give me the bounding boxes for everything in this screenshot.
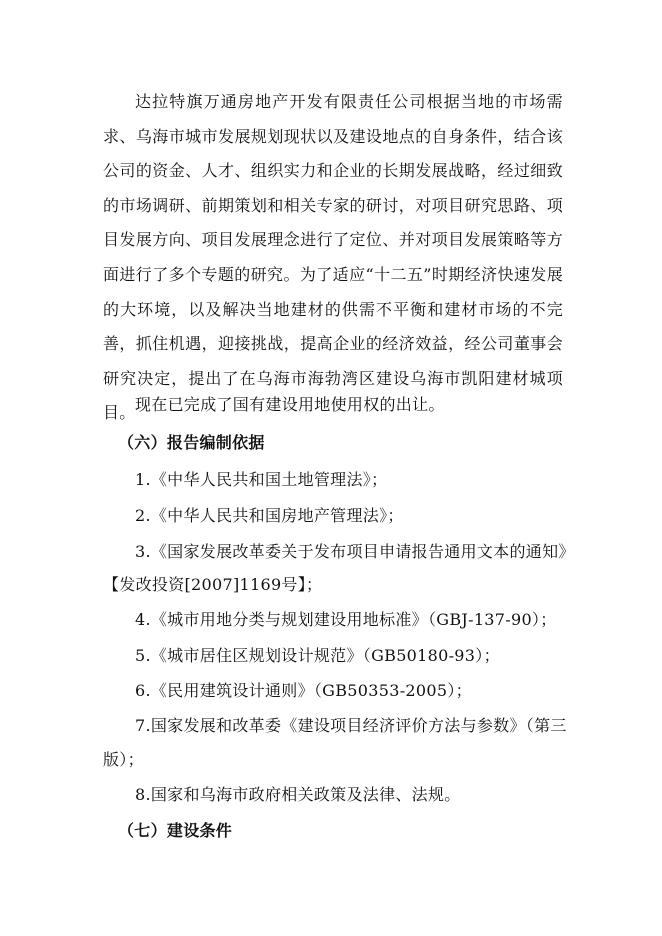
basis-item-7-continued: 版）； <box>103 750 144 769</box>
basis-item-3: 3.《国家发展改革委关于发布项目申请报告通用文本的通知》 <box>135 542 575 561</box>
basis-item-1: 1.《中华人民共和国土地管理法》； <box>135 470 388 489</box>
basis-item-7: 7.国家发展和改革委《建设项目经济评价方法与参数》（第三 <box>135 716 567 735</box>
basis-item-2: 2.《中华人民共和国房地产管理法》； <box>135 506 404 525</box>
land-paragraph: 现在已完成了国有建设用地使用权的出让。 <box>135 395 445 414</box>
basis-item-3-continued: 【发改投资[2007]1169号】； <box>103 575 323 594</box>
basis-item-5: 5.《城市居住区规划设计规范》（GB50180-93）； <box>135 646 500 665</box>
section-7-heading: （七）建设条件 <box>118 821 233 840</box>
basis-item-6: 6.《民用建筑设计通则》（GB50353-2005）； <box>135 681 472 700</box>
basis-item-4: 4.《城市用地分类与规划建设用地标准》（GBJ-137-90）； <box>135 610 557 629</box>
section-6-heading: （六）报告编制依据 <box>118 433 265 452</box>
intro-paragraph: 达拉特旗万通房地产开发有限责任公司根据当地的市场需求、乌海市城市发展规划现状以及建设地点的自身条件，结合该公司的资金、人才、组织实力和企业的长期发展战略，经过细致的市场调研、前期策划和相关专家的研讨，对项目研究思路、项目发展方向、项目发展理念进行了定位、并对项目发展策略等方面进行了多个专题的研究。为了适应“十二五”时期经济快速发展的大环境，以及解决当地建材的供需不平衡和建材市场的不完善，抓住机遇，迎接挑战，提高企业的经济效益，经公司董事会研究决定，提出了在乌海市海勃湾区建设乌海市凯阳建材城项目。 <box>103 92 563 423</box>
basis-item-8: 8.国家和乌海市政府相关政策及法律、法规。 <box>135 785 461 804</box>
